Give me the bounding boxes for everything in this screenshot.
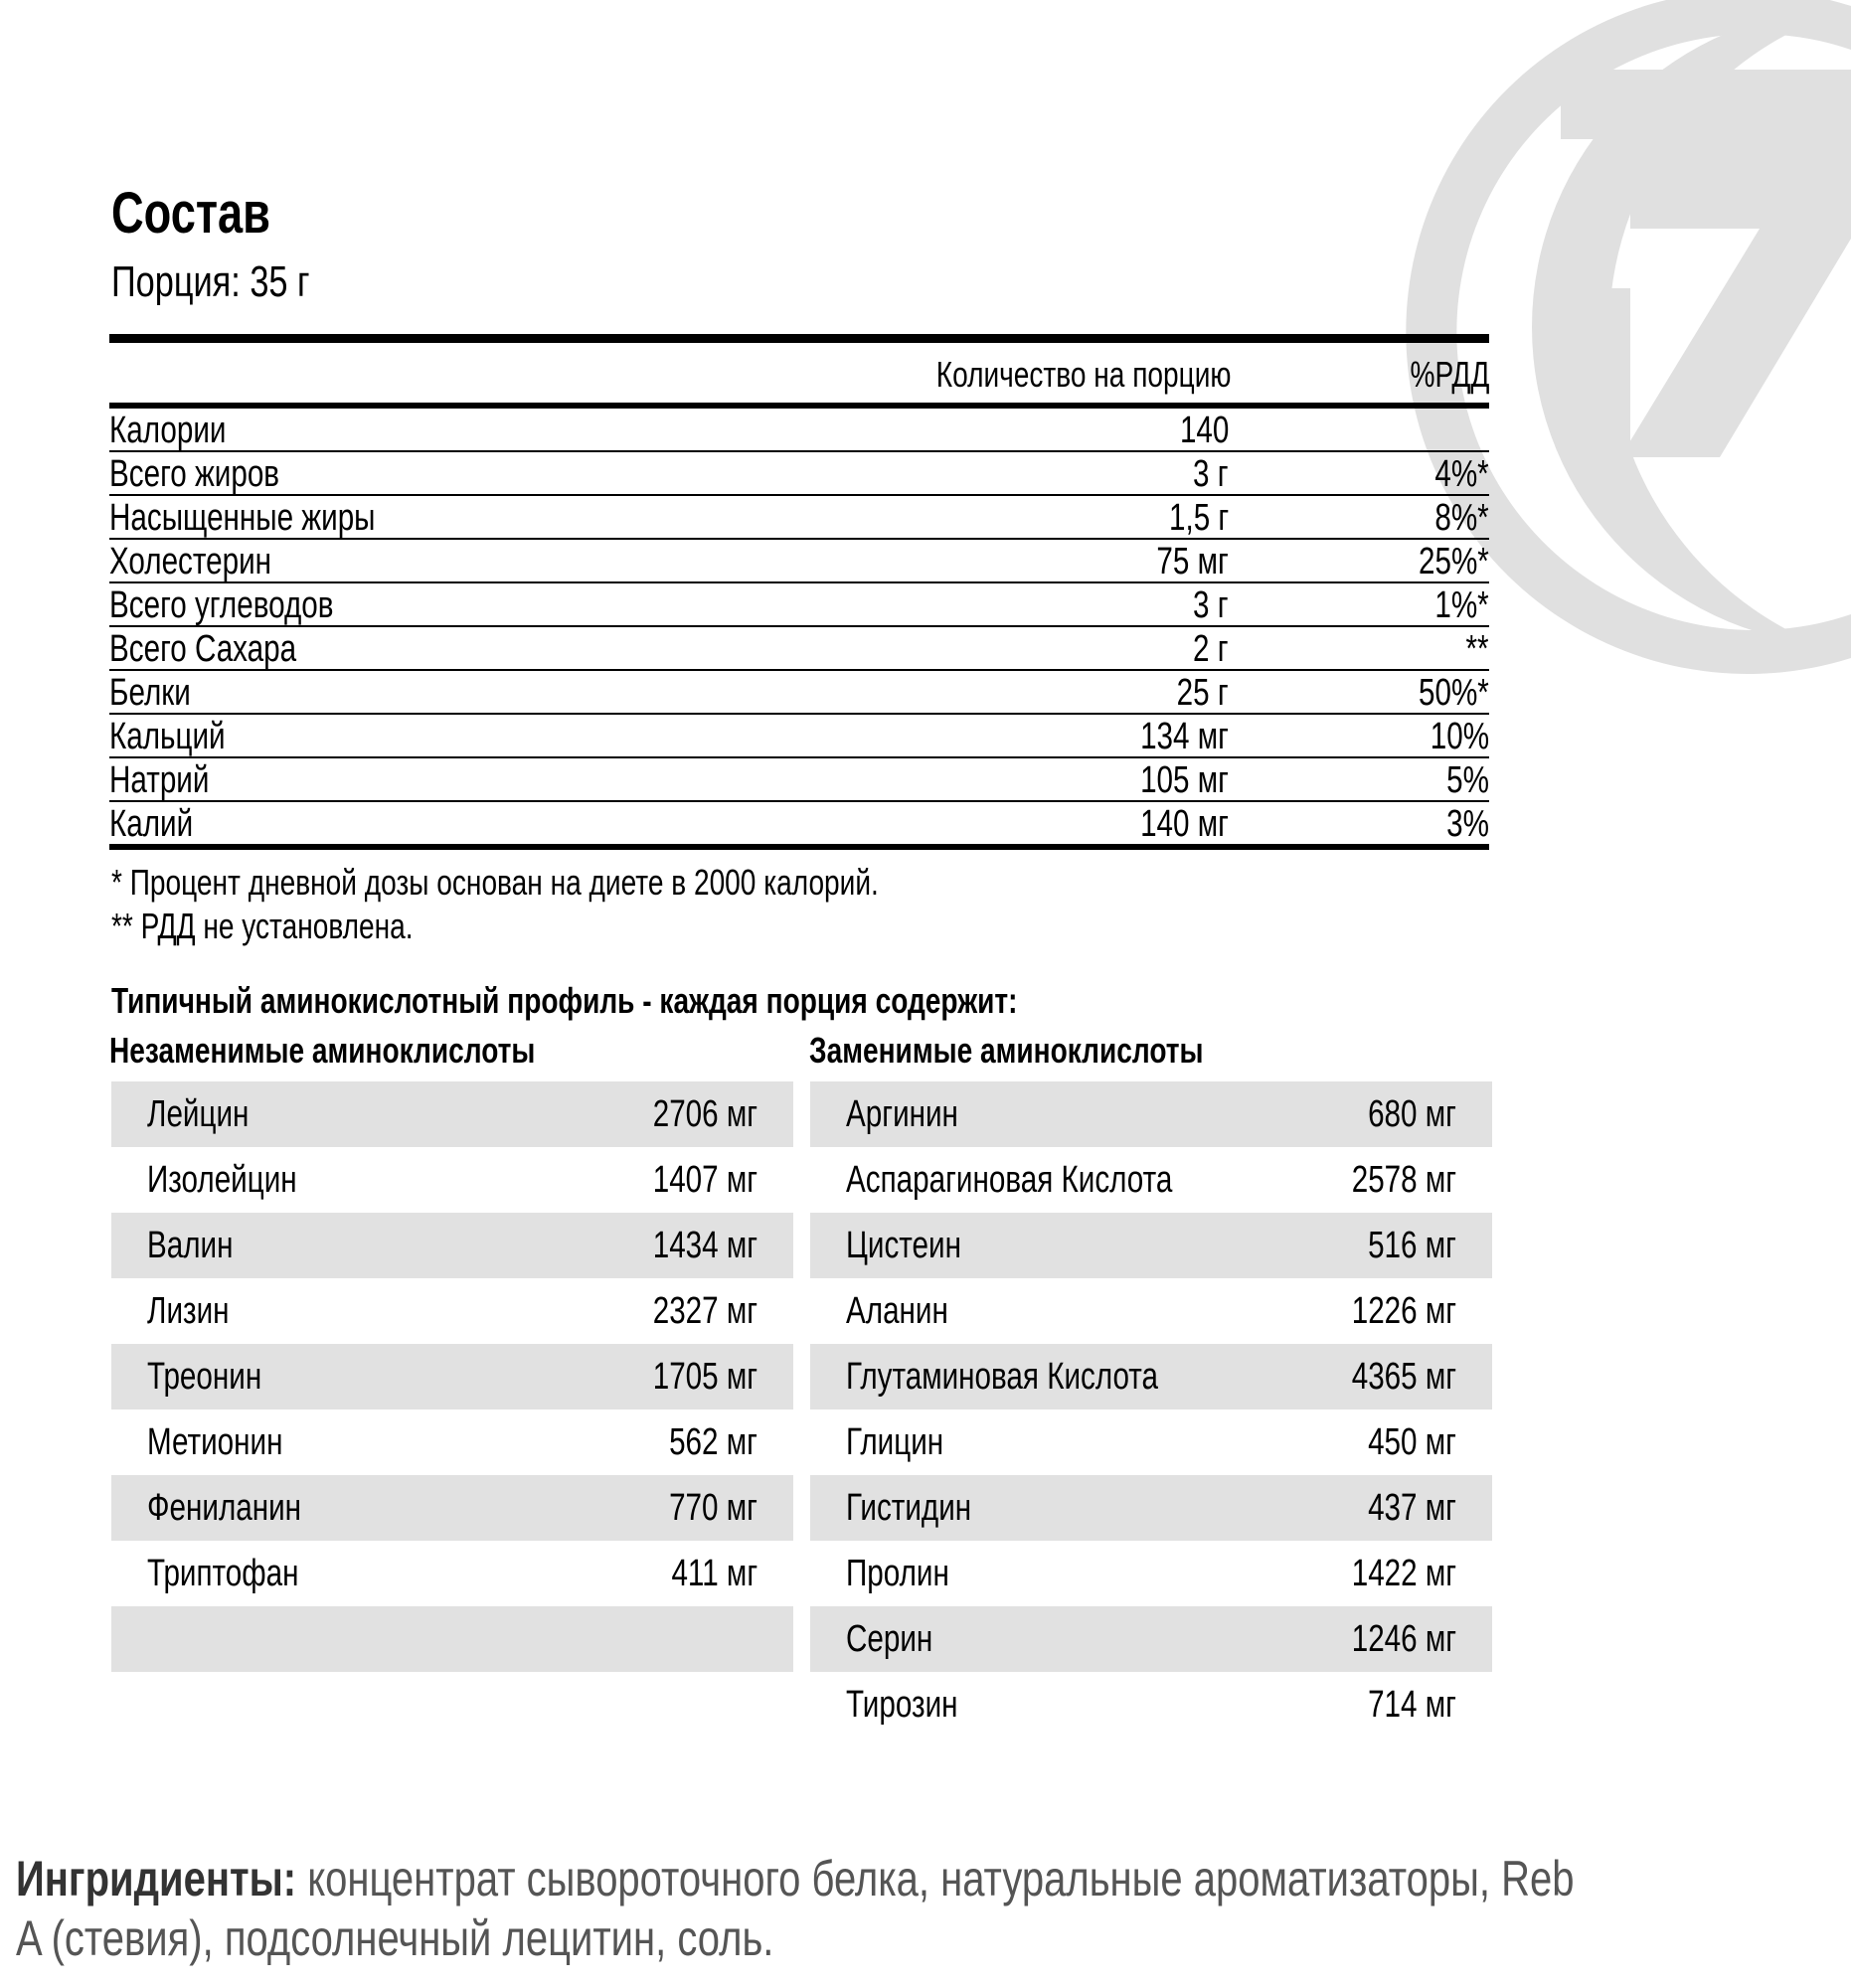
amino-name: Цистеин bbox=[846, 1225, 961, 1266]
amino-row bbox=[810, 1213, 1492, 1278]
amino-value: 680 мг bbox=[1368, 1093, 1456, 1135]
amino-row bbox=[810, 1475, 1492, 1541]
nutrition-row bbox=[109, 540, 1489, 583]
footnotes bbox=[111, 861, 1095, 948]
ingredients-label: Ингридиенты: bbox=[16, 1851, 297, 1906]
nutrient-rdd: 10% bbox=[1430, 716, 1489, 757]
amino-name: Пролин bbox=[846, 1553, 949, 1594]
amino-row bbox=[810, 1541, 1492, 1606]
amino-row bbox=[111, 1475, 793, 1541]
amino-name: Аспарагиновая Кислота bbox=[846, 1159, 1173, 1201]
table-header bbox=[109, 343, 1489, 403]
amino-row bbox=[111, 1344, 793, 1409]
nutrition-row bbox=[109, 496, 1489, 540]
essential-amino-list bbox=[111, 1081, 793, 1672]
amino-value: 1422 мг bbox=[1351, 1553, 1456, 1594]
nutrient-name: Кальций bbox=[109, 716, 226, 757]
amino-name: Изолейцин bbox=[147, 1159, 297, 1201]
amino-value: 1705 мг bbox=[652, 1356, 757, 1398]
amino-row bbox=[111, 1541, 793, 1606]
amino-value: 1407 мг bbox=[652, 1159, 757, 1201]
amino-row bbox=[810, 1081, 1492, 1147]
ingredients bbox=[16, 1849, 1626, 1968]
amino-name: Лизин bbox=[147, 1290, 230, 1332]
amino-value: 437 мг bbox=[1368, 1487, 1456, 1529]
amino-value: 770 мг bbox=[669, 1487, 757, 1529]
amino-row bbox=[111, 1147, 793, 1213]
ingredients-line-1 bbox=[16, 1849, 1575, 1908]
nutrient-rdd: 4%* bbox=[1434, 453, 1489, 495]
nutrient-name: Всего жиров bbox=[109, 453, 280, 495]
amino-value: 1226 мг bbox=[1351, 1290, 1456, 1332]
nutrient-amount: 3 г bbox=[1193, 584, 1229, 626]
ingredients-text-1: концентрат сывороточного белка, натуральные ароматизаторы, Reb bbox=[307, 1851, 1575, 1906]
nutrient-name: Белки bbox=[109, 672, 191, 714]
amino-name: Глутаминовая Кислота bbox=[846, 1356, 1159, 1398]
nutrition-row bbox=[109, 671, 1489, 715]
footnote-daily-value: * Процент дневной дозы основан на диете в 2000 калорий. bbox=[111, 862, 879, 903]
nutrient-name: Насыщенные жиры bbox=[109, 497, 376, 539]
nutrient-amount: 1,5 г bbox=[1168, 497, 1229, 539]
amino-name: Валин bbox=[147, 1225, 234, 1266]
nutrition-table bbox=[109, 334, 1489, 850]
amino-row bbox=[810, 1278, 1492, 1344]
amino-value: 4365 мг bbox=[1351, 1356, 1456, 1398]
amino-name: Метионин bbox=[147, 1421, 283, 1463]
nutrient-amount: 75 мг bbox=[1156, 541, 1229, 582]
table-bottom-bar bbox=[109, 844, 1489, 850]
amino-name: Тирозин bbox=[846, 1684, 958, 1726]
amino-row bbox=[810, 1344, 1492, 1409]
nutrient-amount: 105 мг bbox=[1140, 759, 1229, 801]
nutrition-row bbox=[109, 452, 1489, 496]
amino-name: Аргинин bbox=[846, 1093, 958, 1135]
serving-size: Порция: 35 г bbox=[111, 257, 310, 306]
nutrient-amount: 140 мг bbox=[1140, 803, 1229, 845]
amino-row bbox=[810, 1606, 1492, 1672]
rdd-column-header: %РДД bbox=[1410, 354, 1489, 395]
amino-value: 516 мг bbox=[1368, 1225, 1456, 1266]
nutrient-amount: 25 г bbox=[1176, 672, 1229, 714]
page-title: Состав bbox=[111, 181, 270, 246]
amino-value: 411 мг bbox=[671, 1553, 757, 1594]
ingredients-line-2: A (стевия), подсолнечный лецитин, соль. bbox=[16, 1910, 774, 1966]
footnote-rdd-not-set: ** РДД не установлена. bbox=[111, 906, 414, 946]
nutrition-row bbox=[109, 802, 1489, 844]
amino-row bbox=[810, 1409, 1492, 1475]
amino-name: Аланин bbox=[846, 1290, 948, 1332]
nutrition-row bbox=[109, 409, 1489, 452]
amino-value: 1434 мг bbox=[652, 1225, 757, 1266]
amino-row-empty bbox=[111, 1606, 793, 1672]
essential-amino-title: Незаменимые аминоклислоты bbox=[109, 1030, 536, 1071]
nutrient-name: Холестерин bbox=[109, 541, 272, 582]
qty-column-header: Количество на порцию bbox=[935, 354, 1231, 395]
amino-name: Фениланин bbox=[147, 1487, 302, 1529]
nutrition-row bbox=[109, 715, 1489, 758]
nutrient-rdd: 3% bbox=[1446, 803, 1489, 845]
amino-value: 714 мг bbox=[1368, 1684, 1456, 1726]
table-top-bar bbox=[109, 334, 1489, 343]
nutrient-rdd: 25%* bbox=[1419, 541, 1489, 582]
amino-name: Треонин bbox=[147, 1356, 262, 1398]
nutrient-rdd: ** bbox=[1465, 628, 1489, 670]
amino-name: Лейцин bbox=[147, 1093, 250, 1135]
nutrient-name: Натрий bbox=[109, 759, 210, 801]
nutrient-rdd: 8%* bbox=[1434, 497, 1489, 539]
nutrition-row bbox=[109, 627, 1489, 671]
amino-row bbox=[111, 1081, 793, 1147]
nutrition-row bbox=[109, 758, 1489, 802]
amino-row bbox=[111, 1213, 793, 1278]
amino-profile-title: Типичный аминокислотный профиль - каждая порция содержит: bbox=[111, 980, 1018, 1021]
nutrient-name: Калий bbox=[109, 803, 194, 845]
amino-name: Глицин bbox=[846, 1421, 944, 1463]
amino-value: 562 мг bbox=[669, 1421, 757, 1463]
amino-value: 2327 мг bbox=[652, 1290, 757, 1332]
nutrient-amount: 134 мг bbox=[1140, 716, 1229, 757]
amino-name: Серин bbox=[846, 1618, 933, 1660]
amino-name: Гистидин bbox=[846, 1487, 972, 1529]
nutrient-name: Всего углеводов bbox=[109, 584, 334, 626]
amino-row bbox=[111, 1409, 793, 1475]
amino-value: 450 мг bbox=[1368, 1421, 1456, 1463]
amino-value: 2578 мг bbox=[1351, 1159, 1456, 1201]
nutrient-amount: 2 г bbox=[1193, 628, 1229, 670]
nutrient-rdd: 50%* bbox=[1419, 672, 1489, 714]
amino-row bbox=[810, 1672, 1492, 1738]
nutrient-name: Всего Сахара bbox=[109, 628, 297, 670]
nutrient-name: Калории bbox=[109, 410, 227, 451]
nutrient-amount: 3 г bbox=[1193, 453, 1229, 495]
amino-row bbox=[810, 1147, 1492, 1213]
nonessential-amino-title: Заменимые аминоклислоты bbox=[809, 1030, 1204, 1071]
amino-value: 1246 мг bbox=[1351, 1618, 1456, 1660]
amino-value: 2706 мг bbox=[652, 1093, 757, 1135]
amino-name: Триптофан bbox=[147, 1553, 299, 1594]
nutrient-rdd: 5% bbox=[1446, 759, 1489, 801]
nutrient-amount: 140 bbox=[1179, 410, 1229, 451]
nutrition-row bbox=[109, 583, 1489, 627]
nutrient-rdd: 1%* bbox=[1434, 584, 1489, 626]
nonessential-amino-list bbox=[810, 1081, 1492, 1738]
amino-row bbox=[111, 1278, 793, 1344]
